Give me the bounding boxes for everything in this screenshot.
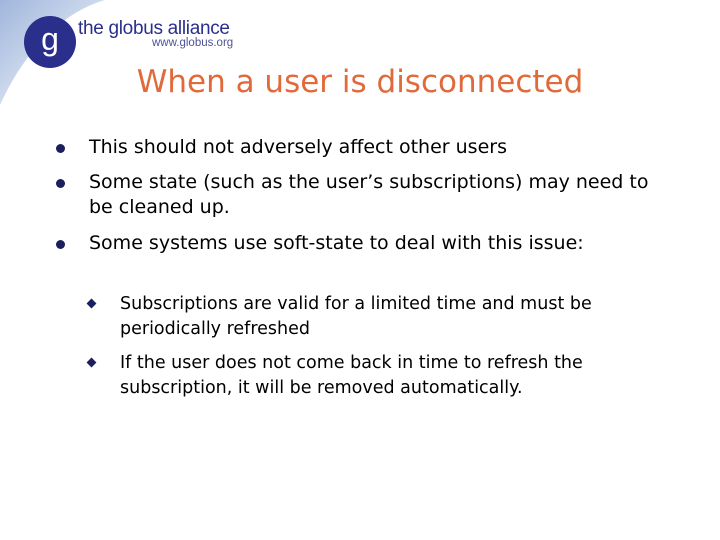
bullet-marker-icon: [56, 144, 65, 153]
logo-letter: g: [41, 21, 59, 57]
sub-bullet-text: Subscriptions are valid for a limited time and must be periodically refreshed: [120, 294, 592, 339]
slide-title: When a user is disconnected: [136, 64, 584, 100]
bullet-marker-icon: [56, 179, 65, 188]
bullet-text: This should not adversely affect other users: [89, 136, 507, 158]
sub-bullet-text: If the user does not come back in time to refresh the subscription, it will be removed automatically.: [120, 353, 583, 398]
globus-logo-icon: [22, 14, 78, 70]
logo-url: www.globus.org: [152, 37, 234, 49]
bullet-marker-icon: [56, 240, 65, 249]
bullet-text: Some systems use soft-state to deal with this issue:: [89, 232, 584, 254]
diamond-marker-icon: [87, 358, 97, 368]
diamond-marker-icon: [87, 299, 97, 309]
bullet-text: Some state (such as the user’s subscriptions) may need to be cleaned up.: [89, 171, 649, 218]
logo-name: the globus alliance: [78, 18, 230, 39]
